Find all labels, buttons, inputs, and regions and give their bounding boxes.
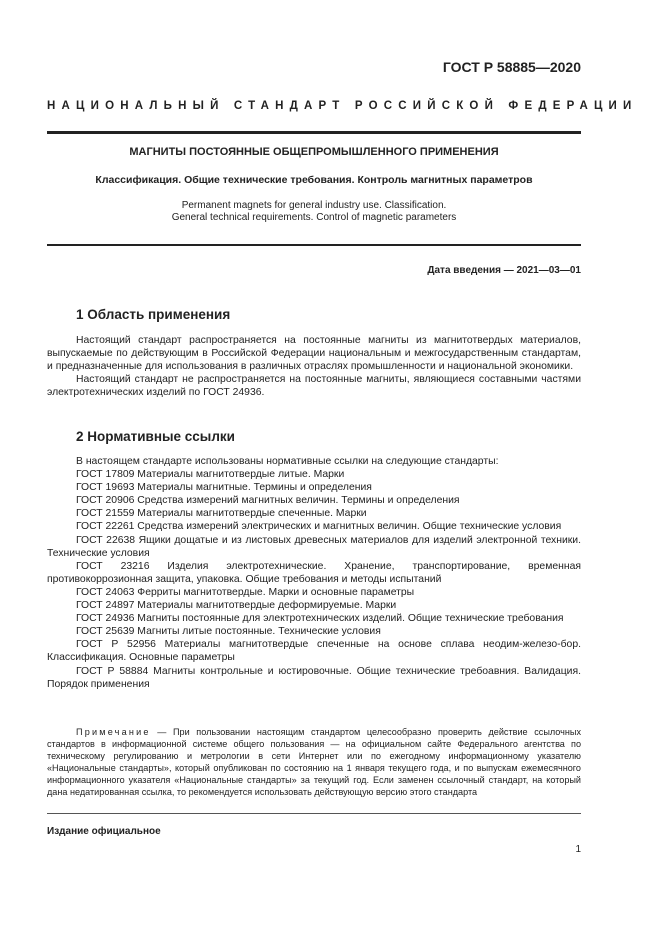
document-title: МАГНИТЫ ПОСТОЯННЫЕ ОБЩЕПРОМЫШЛЕННОГО ПРИМЕНЕНИЯ <box>129 146 499 158</box>
reference-item: ГОСТ Р 58884 Магниты контрольные и юстировочные. Общие технические требоавния. Валидация. Порядок применения <box>47 665 581 690</box>
reference-item: ГОСТ 19693 Материалы магнитные. Термины и определения <box>76 482 372 494</box>
section-2-heading: 2 Нормативные ссылки <box>76 429 235 444</box>
document-subtitle: Классификация. Общие технические требования. Контроль магнитных параметров <box>95 174 533 186</box>
section-1-paragraph-2: Настоящий стандарт не распространяется на постоянные магниты, являющиеся составными частями электротехнических изделий по ГОСТ 24936. <box>47 374 581 399</box>
reference-item: ГОСТ 20906 Средства измерений магнитных величин. Термины и определения <box>76 495 460 507</box>
footer-divider <box>47 813 581 814</box>
section-1-paragraph-1: Настоящий стандарт распространяется на постоянные магниты из магнитотвердых материалов, выпускаемые по действующим в Российской Федерации национальным и межгосударственным стандартам, и предназначенные для использования в различных отраслях промышленности и национальной экономики. <box>47 335 581 373</box>
reference-item: ГОСТ 22638 Ящики дощатые и из листовых древесных материалов для изделий электронной техники. Технические условия <box>47 534 581 559</box>
official-edition-label: Издание официальное <box>47 826 161 837</box>
reference-item: ГОСТ 25639 Магниты литые постоянные. Технические условия <box>76 626 381 638</box>
section-1-heading: 1 Область применения <box>76 307 231 322</box>
title-divider <box>47 244 581 246</box>
section-1-body <box>47 334 581 399</box>
note-label: Примечание <box>76 727 151 737</box>
header-divider <box>47 131 581 134</box>
reference-item: ГОСТ 17809 Материалы магнитотвердые литые. Марки <box>76 469 345 481</box>
note-text: — При пользовании настоящим стандартом целесообразно проверить действие ссылочных стандартов в информационной системе общего пользования — на официальном сайте Федерального агентства по техническому регулированию и метрологии в сети Интернет или по ежегодному информационному указателю «Национальные стандарты», который опубликован по состоянию на 1 января текущего года, и по выпускам ежемесячного информационного указателя «Национальные стандарты» за текущий год. Если заменен ссылочный стандарт, на который дана недатированная ссылка, то рекомендуется использовать действующую версию этого стандарта <box>47 727 581 797</box>
page-number: 1 <box>575 844 581 855</box>
section-2-body <box>47 455 581 691</box>
reference-item: ГОСТ 24897 Материалы магнитотвердые деформируемые. Марки <box>76 600 397 612</box>
english-title <box>47 200 581 224</box>
reference-item: ГОСТ 23216 Изделия электротехнические. Хранение, транспортирование, временная противокоррозионная защита, упаковка. Общие требования и методы испытаний <box>47 560 581 585</box>
reference-item: ГОСТ 24936 Магниты постоянные для электротехнических изделий. Общие технические требования <box>76 613 564 625</box>
document-code: ГОСТ Р 58885—2020 <box>442 59 581 75</box>
reference-item: ГОСТ 22261 Средства измерений электрических и магнитных величин. Общие технические условия <box>76 521 562 533</box>
references-note <box>47 727 581 798</box>
reference-item: ГОСТ 24063 Ферриты магнитотвердые. Марки и основные параметры <box>76 586 415 598</box>
references-intro: В настоящем стандарте использованы нормативные ссылки на следующие стандарты: <box>76 456 499 467</box>
english-title-line-2: General technical requirements. Control of magnetic parameters <box>171 212 457 223</box>
national-standard-banner: НАЦИОНАЛЬНЫЙ СТАНДАРТ РОССИЙСКОЙ ФЕДЕРАЦИИ <box>47 100 638 112</box>
introduction-date: Дата введения — 2021—03—01 <box>427 265 581 276</box>
reference-item: ГОСТ Р 52956 Материалы магнитотвердые спеченные на основе сплава неодим-железо-бор. Классификация. Основные параметры <box>47 639 581 664</box>
reference-item: ГОСТ 21559 Материалы магнитотвердые спеченные. Марки <box>76 508 367 520</box>
english-title-line-1: Permanent magnets for general industry use. Classification. <box>181 200 447 211</box>
